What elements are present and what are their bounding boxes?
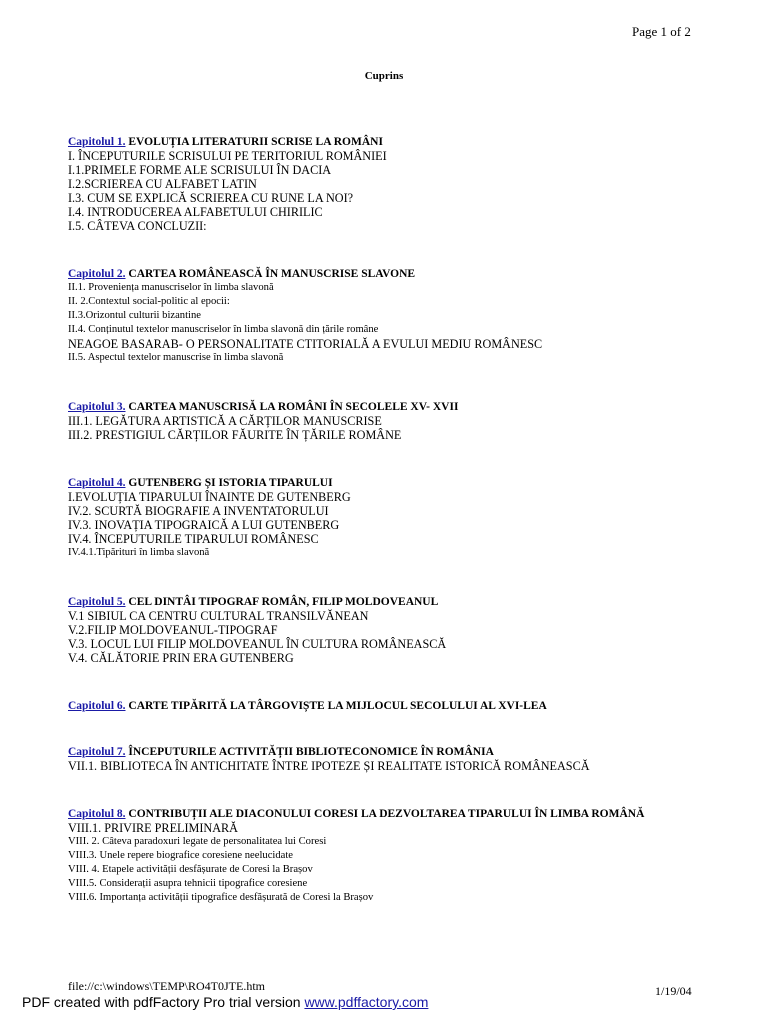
chapter-heading [68, 268, 728, 281]
toc-entry: V.2.FILIP MOLDOVEANUL-TIPOGRAF [68, 623, 278, 637]
toc-entry: I.4. INTRODUCEREA ALFABETULUI CHIRILIC [68, 205, 323, 219]
toc-entry: I.1.PRIMELE FORME ALE SCRISULUI ÎN DACIA [68, 163, 332, 177]
toc-entry: VII.1. BIBLIOTECA ÎN ANTICHITATE ÎNTRE IPOTEZE ȘI REALITATE ISTORICĂ ROMÂNEASCĂ [68, 759, 590, 773]
chapter-title: GUTENBERG ȘI ISTORIA TIPARULUI [128, 477, 333, 489]
toc-entry: II.1. Proveniența manuscriselor în limba slavonă [68, 282, 274, 293]
pdffactory-link[interactable]: www.pdffactory.com [304, 994, 429, 1010]
toc-entry: III.1. LEGĂTURA ARTISTICĂ A CĂRȚILOR MANUSCRISE [68, 414, 382, 428]
chapter-heading [68, 401, 728, 414]
toc-entry: VIII.5. Considerații asupra tehnicii tipografice coresiene [68, 878, 308, 889]
chapter-3 [68, 401, 728, 442]
toc-entry: V.1 SIBIUL CA CENTRU CULTURAL TRANSILVĂNEAN [68, 609, 369, 623]
toc-entry: I.3. CUM SE EXPLICĂ SCRIEREA CU RUNE LA NOI? [68, 191, 354, 205]
chapter-link[interactable]: Capitolul 6. [68, 700, 126, 712]
chapter-title: ÎNCEPUTURILE ACTIVITĂȚII BIBLIOTECONOMICE ÎN ROMÂNIA [128, 746, 494, 758]
chapter-title: CARTE TIPĂRITĂ LA TÂRGOVIȘTE LA MIJLOCUL SECOLULUI AL XVI-LEA [128, 700, 547, 712]
toc-entry: II.5. Aspectul textelor manuscrise în limba slavonă [68, 352, 284, 363]
chapter-title: CARTEA MANUSCRISĂ LA ROMÂNI ÎN SECOLELE XV- XVII [128, 401, 459, 413]
toc-entry: IV.2. SCURTĂ BIOGRAFIE A INVENTATORULUI [68, 504, 329, 518]
toc-entry: VIII.3. Unele repere biografice coresiene neelucidate [68, 850, 293, 861]
toc-entry: IV.4. ÎNCEPUTURILE TIPARULUI ROMÂNESC [68, 532, 319, 546]
toc-entry: VIII. 4. Etapele activității desfășurate de Coresi la Brașov [68, 864, 313, 875]
toc-entry: VIII.1. PRIVIRE PRELIMINARĂ [68, 821, 238, 835]
chapter-heading [68, 808, 728, 821]
chapter-7 [68, 746, 728, 773]
chapter-title: CONTRIBUȚII ALE DIACONULUI CORESI LA DEZVOLTAREA TIPARULUI ÎN LIMBA ROMÂNĂ [128, 808, 645, 820]
chapter-link[interactable]: Capitolul 7. [68, 746, 126, 758]
toc-entry: I.2.SCRIEREA CU ALFABET LATIN [68, 177, 257, 191]
page-title: Cuprins [364, 70, 404, 82]
toc-entry: II. 2.Contextul social-politic al epocii: [68, 296, 230, 307]
toc-entry: I.5. CÂTEVA CONCLUZII: [68, 219, 207, 233]
chapter-4 [68, 477, 728, 560]
chapter-5 [68, 596, 728, 665]
toc-entry: VIII. 2. Câteva paradoxuri legate de personalitatea lui Coresi [68, 836, 327, 847]
toc-entry: II.3.Orizontul culturii bizantine [68, 310, 201, 321]
footer-date: 1/19/04 [655, 984, 692, 998]
toc-entry: II.4. Conținutul textelor manuscriselor în limba slavonă din țările române [68, 324, 379, 335]
chapter-heading [68, 746, 728, 759]
chapter-title: EVOLUȚIA LITERATURII SCRISE LA ROMÂNI [128, 136, 383, 148]
toc-entry: NEAGOE BASARAB- O PERSONALITATE CTITORIALĂ A EVULUI MEDIU ROMÂNESC [68, 337, 543, 351]
chapter-2 [68, 268, 728, 365]
chapter-link[interactable]: Capitolul 3. [68, 401, 126, 413]
chapter-heading [68, 136, 728, 149]
chapter-heading [68, 596, 728, 609]
toc-entry: IV.4.1.Tipărituri în limba slavonă [68, 547, 210, 558]
chapter-heading [68, 700, 728, 713]
page-number: Page 1 of 2 [632, 24, 691, 39]
chapter-8 [68, 808, 728, 905]
toc-entry: VIII.6. Importanța activității tipografice desfășurată de Coresi la Brașov [68, 892, 374, 903]
chapter-title: CEL DINTÂI TIPOGRAF ROMÂN, FILIP MOLDOVEANUL [128, 596, 439, 608]
chapter-link[interactable]: Capitolul 2. [68, 268, 126, 280]
toc-entry: III.2. PRESTIGIUL CĂRȚILOR FĂURITE ÎN ȚĂRILE ROMÂNE [68, 428, 402, 442]
chapter-6 [68, 700, 728, 713]
chapter-1 [68, 136, 728, 233]
chapter-title: CARTEA ROMÂNEASCĂ ÎN MANUSCRISE SLAVONE [128, 268, 416, 280]
toc-entry: IV.3. INOVAȚIA TIPOGRAICĂ A LUI GUTENBERG [68, 518, 340, 532]
chapter-link[interactable]: Capitolul 1. [68, 136, 126, 148]
chapter-link[interactable]: Capitolul 8. [68, 808, 126, 820]
pdf-trial-banner [22, 994, 428, 1010]
chapter-link[interactable]: Capitolul 4. [68, 477, 126, 489]
toc-entry: I. ÎNCEPUTURILE SCRISULUI PE TERITORIUL ROMÂNIEI [68, 149, 387, 163]
toc-entry: V.4. CĂLĂTORIE PRIN ERA GUTENBERG [68, 651, 294, 665]
footer-file-path: file://c:\windows\TEMP\RO4T0JTE.htm [68, 979, 265, 993]
chapter-link[interactable]: Capitolul 5. [68, 596, 126, 608]
toc-entry: V.3. LOCUL LUI FILIP MOLDOVEANUL ÎN CULTURA ROMÂNEASCĂ [68, 637, 447, 651]
toc-entry: I.EVOLUȚIA TIPARULUI ÎNAINTE DE GUTENBERG [68, 490, 351, 504]
pdf-banner-text: PDF created with pdfFactory Pro trial version [22, 994, 305, 1010]
chapter-heading [68, 477, 728, 490]
